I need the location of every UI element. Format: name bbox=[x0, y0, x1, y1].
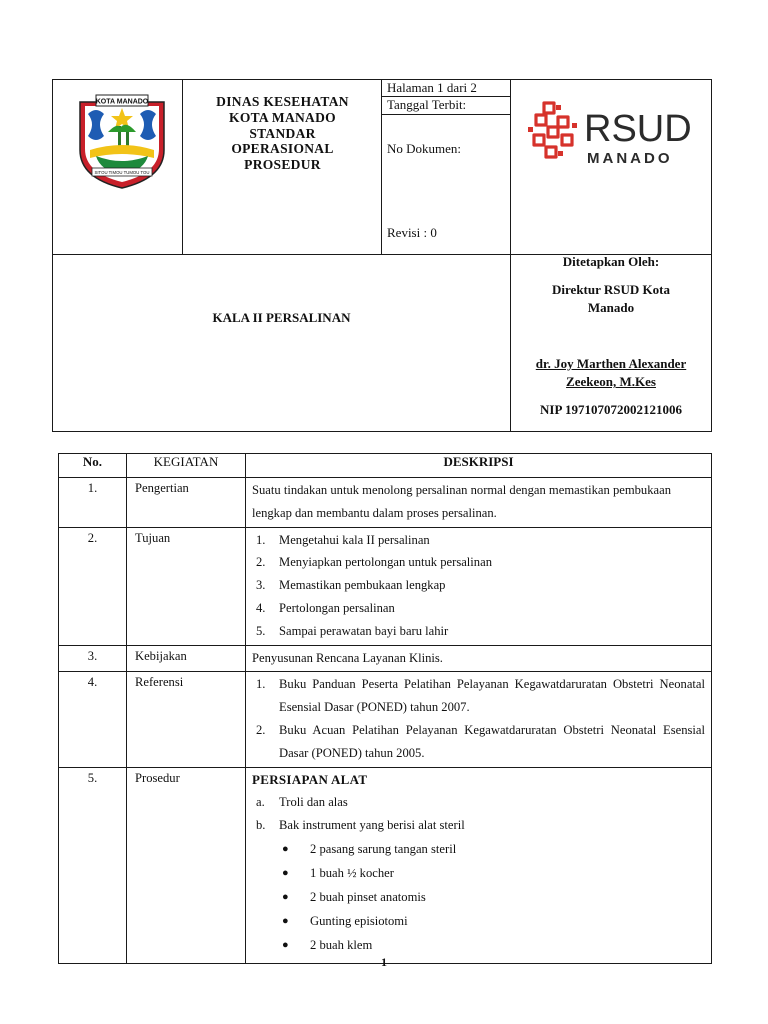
list-marker: b. bbox=[256, 818, 266, 833]
list-item: 2. Buku Acuan Pelatihan Pelayanan Kegawatdaruratan Obstetri Neonatal Esensial Dasar (PONED) tahun 2005. bbox=[252, 719, 705, 765]
bullet-icon: ● bbox=[282, 866, 289, 879]
emblem-text: KOTA MANADO bbox=[95, 98, 149, 106]
list-item-text: 2 pasang sarung tangan steril bbox=[310, 841, 457, 856]
column-header-kegiatan: KEGIATAN bbox=[127, 454, 246, 478]
row-deskripsi: Penyusunan Rencana Layanan Klinis. bbox=[246, 645, 712, 672]
signer-name-line-2: Zeekeon, M.Kes bbox=[566, 374, 656, 389]
row-kegiatan: Referensi bbox=[127, 672, 246, 767]
list-item: 4. Pertolongan persalinan bbox=[252, 597, 705, 620]
list-item-text: Pertolongan persalinan bbox=[279, 600, 395, 615]
list-item-text: Buku Acuan Pelatihan Pelayanan Kegawatdaruratan Obstetri Neonatal Esensial Dasar (PONED) tahun 2005. bbox=[279, 722, 705, 760]
table-row-pengertian bbox=[59, 478, 712, 528]
list-item-text: Gunting episiotomi bbox=[310, 913, 408, 928]
bullet-icon: ● bbox=[282, 938, 289, 951]
bullet-icon: ● bbox=[282, 890, 289, 903]
list-item: 1. Mengetahui kala II persalinan bbox=[252, 529, 705, 552]
row-kegiatan: Tujuan bbox=[127, 527, 246, 645]
row-kegiatan: Prosedur bbox=[127, 767, 246, 963]
rsud-manado-logo bbox=[522, 91, 694, 191]
table-row-prosedur bbox=[59, 767, 712, 963]
list-item-text: Buku Panduan Peserta Pelatihan Pelayanan Kegawatdaruratan Obstetri Neonatal Esensial Dasar (PONED) tahun 2007. bbox=[279, 677, 705, 715]
list-item bbox=[252, 814, 705, 837]
list-item bbox=[252, 861, 705, 885]
header-border-left bbox=[52, 79, 53, 432]
revisi-label: Revisi : 0 bbox=[387, 225, 437, 240]
row-deskripsi bbox=[246, 767, 712, 963]
table-row-kebijakan bbox=[59, 645, 712, 672]
bullet-icon: ● bbox=[282, 914, 289, 927]
direktur-line-1: Direktur RSUD Kota bbox=[552, 282, 670, 297]
list-item bbox=[252, 791, 705, 814]
tanggal-terbit-label: Tanggal Terbit: bbox=[387, 97, 467, 112]
header-vline-2 bbox=[381, 79, 382, 255]
list-item: 2. Menyiapkan pertolongan untuk persalinan bbox=[252, 551, 705, 574]
persiapan-alat-list bbox=[252, 791, 705, 837]
header-vline-1 bbox=[182, 79, 183, 255]
list-item-text: Memastikan pembukaan lengkap bbox=[279, 578, 446, 593]
table-row-referensi bbox=[59, 672, 712, 767]
sop-table bbox=[58, 453, 712, 964]
list-item-text: Sampai perawatan bayi baru lahir bbox=[279, 623, 449, 638]
manado-logo-text: MANADO bbox=[587, 150, 673, 167]
kota-manado-emblem bbox=[74, 92, 170, 190]
list-item bbox=[252, 909, 705, 933]
table-row-tujuan bbox=[59, 527, 712, 645]
direktur-line-2: Manado bbox=[587, 300, 635, 315]
signer-name-line-1: dr. Joy Marthen Alexander bbox=[535, 356, 687, 371]
row-deskripsi: Suatu tindakan untuk menolong persalinan normal dengan memastikan pembukaan lengkap dan membantu dalam proses persalinan. bbox=[246, 478, 712, 528]
column-header-no: No. bbox=[59, 454, 127, 478]
list-item-text: 2 buah pinset anatomis bbox=[310, 889, 426, 904]
list-item: 5. Sampai perawatan bayi baru lahir bbox=[252, 620, 705, 643]
emblem-motto: SITOU TIMOU TUMOU TOU bbox=[94, 170, 150, 175]
list-marker: a. bbox=[256, 795, 265, 810]
list-item-text: Troli dan alas bbox=[279, 795, 348, 810]
list-item bbox=[252, 933, 705, 957]
list-item-text: 1 buah ½ kocher bbox=[310, 865, 394, 880]
signer-nip: NIP 197107072002121006 bbox=[540, 402, 682, 417]
row-number: 2. bbox=[59, 527, 127, 645]
list-item: 1. Buku Panduan Peserta Pelatihan Pelayanan Kegawatdaruratan Obstetri Neonatal Esensial Dasar (PONED) tahun 2007. bbox=[252, 673, 705, 719]
row-kegiatan: Kebijakan bbox=[127, 645, 246, 672]
referensi-list bbox=[252, 673, 705, 764]
column-header-deskripsi: DESKRIPSI bbox=[246, 454, 712, 478]
instrument-bullet-list bbox=[252, 837, 705, 957]
agency-line-4: OPERASIONAL bbox=[231, 141, 334, 157]
list-item bbox=[252, 837, 705, 861]
row-number: 1. bbox=[59, 478, 127, 528]
list-item-text: Mengetahui kala II persalinan bbox=[279, 532, 430, 547]
no-dokumen-label: No Dokumen: bbox=[387, 141, 462, 156]
list-item: 3. Memastikan pembukaan lengkap bbox=[252, 574, 705, 597]
bullet-icon: ● bbox=[282, 842, 289, 855]
sop-title: KALA II PERSALINAN bbox=[212, 310, 351, 325]
list-item-text: Menyiapkan pertolongan untuk persalinan bbox=[279, 555, 492, 570]
row-number: 5. bbox=[59, 767, 127, 963]
ditetapkan-label: Ditetapkan Oleh: bbox=[562, 254, 660, 269]
agency-line-3: STANDAR bbox=[249, 125, 316, 141]
page-number: 1 bbox=[381, 955, 387, 969]
halaman-text: Halaman 1 dari 2 bbox=[387, 80, 477, 95]
prosedur-heading: PERSIAPAN ALAT bbox=[252, 771, 368, 787]
agency-line-5: PROSEDUR bbox=[244, 157, 321, 173]
list-item-text: Bak instrument yang berisi alat steril bbox=[279, 818, 465, 833]
tujuan-list bbox=[252, 529, 705, 643]
row-number: 4. bbox=[59, 672, 127, 767]
header-border-right bbox=[711, 79, 712, 432]
row-kegiatan: Pengertian bbox=[127, 478, 246, 528]
row-number: 3. bbox=[59, 645, 127, 672]
table-header-row bbox=[59, 454, 712, 478]
rsud-logo-text: RSUD bbox=[584, 108, 692, 150]
agency-line-1: DINAS KESEHATAN bbox=[216, 94, 349, 109]
header-border-bottom bbox=[52, 431, 712, 432]
header-hline-tanggal bbox=[381, 114, 511, 115]
header-border-top-right bbox=[512, 79, 712, 80]
row-deskripsi bbox=[246, 527, 712, 645]
agency-title bbox=[190, 94, 375, 173]
agency-line-2: KOTA MANADO bbox=[229, 109, 336, 125]
row-deskripsi bbox=[246, 672, 712, 767]
list-item bbox=[252, 885, 705, 909]
list-item-text: 2 buah klem bbox=[310, 937, 373, 952]
